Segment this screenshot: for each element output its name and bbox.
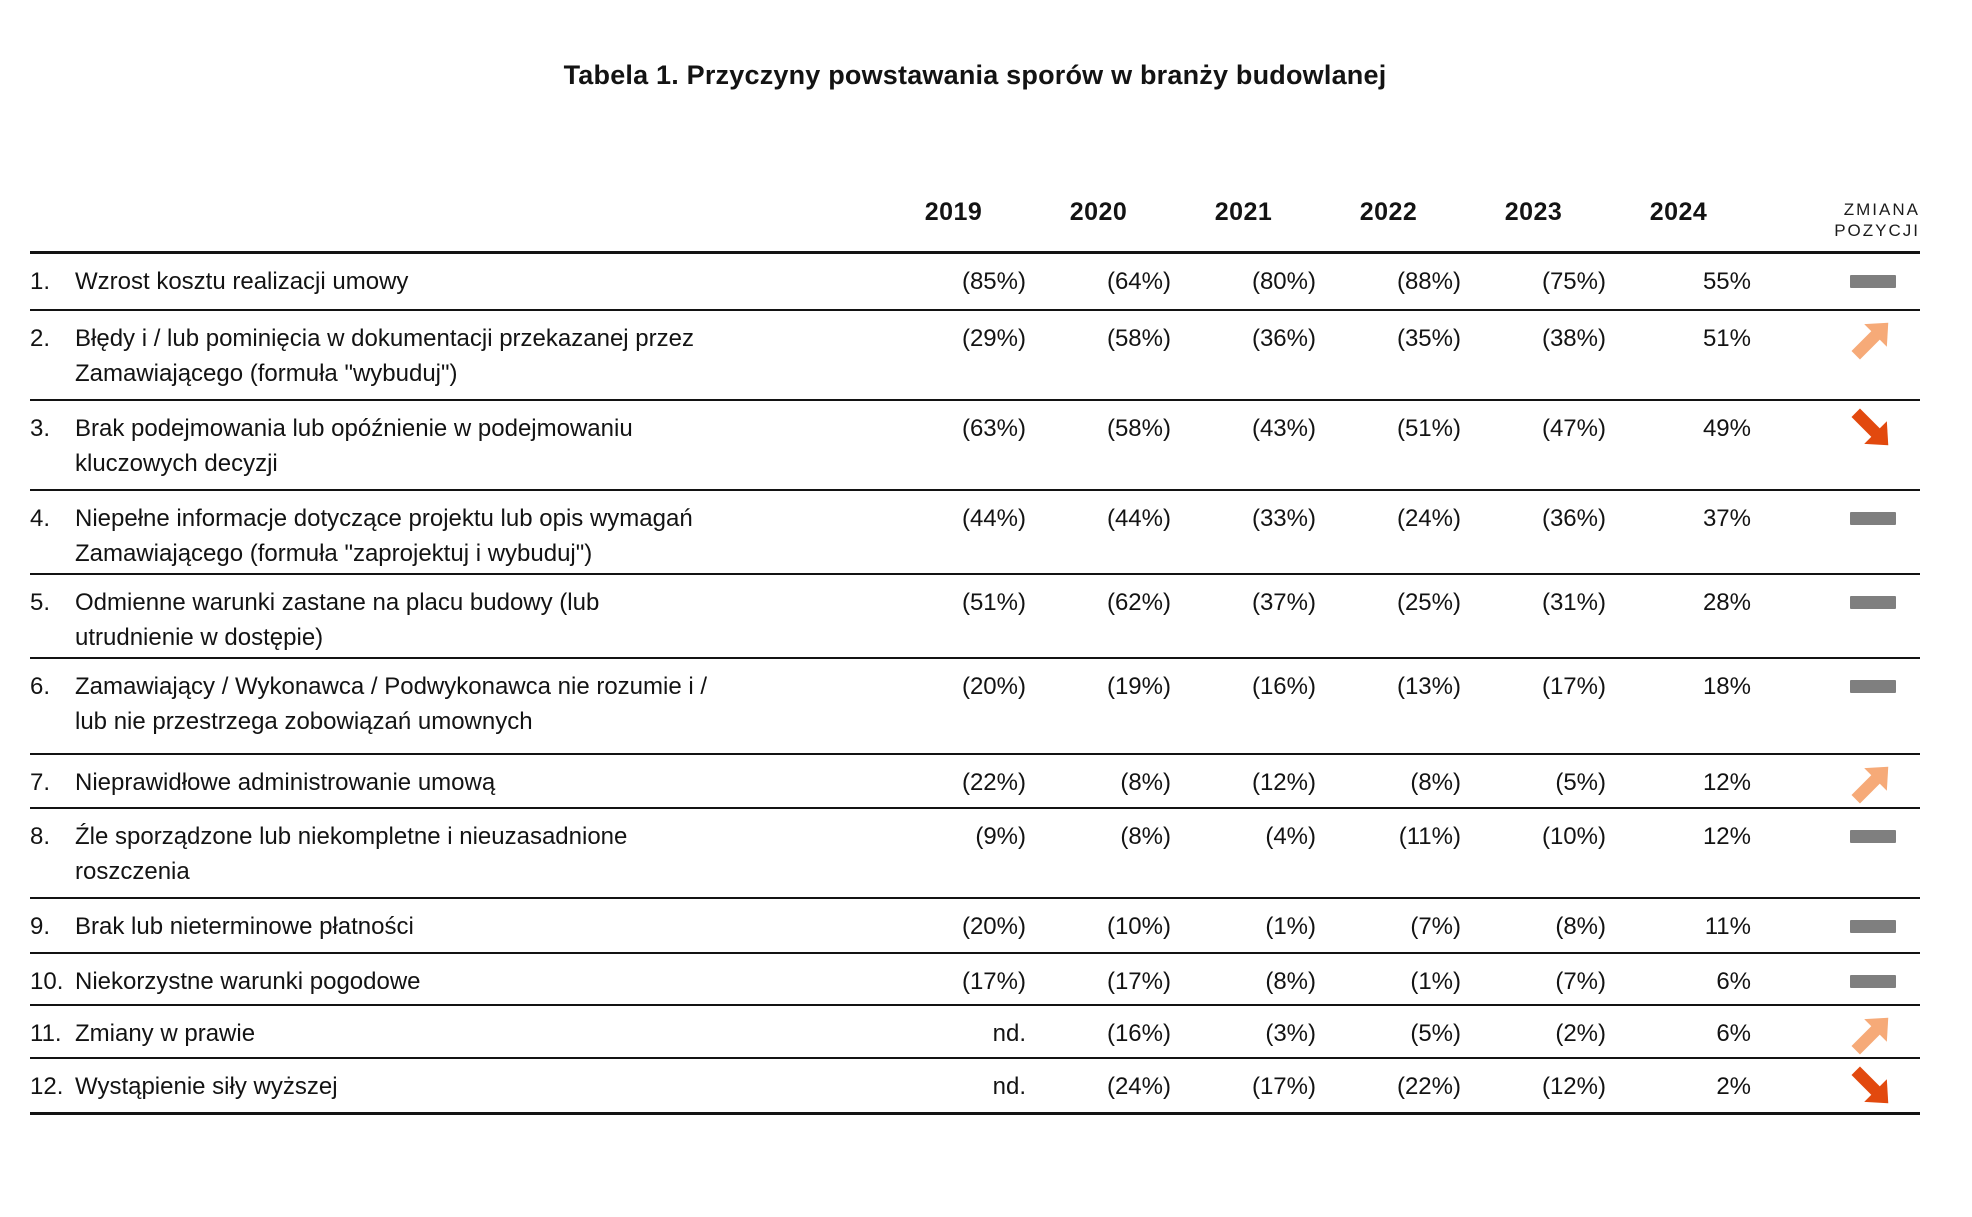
value-2024: 6% bbox=[1716, 1020, 1751, 1047]
value-2020: (19%) bbox=[1106, 673, 1171, 700]
change-indicator bbox=[1751, 264, 1920, 299]
row-number: 3. bbox=[30, 415, 51, 442]
cause-text: Wzrost kosztu realizacji umowy bbox=[75, 268, 409, 295]
change-indicator bbox=[1751, 964, 1920, 999]
table-row bbox=[30, 807, 1920, 897]
cause-text: Brak podejmowania lub opóźnienie w podejmowaniu kluczowych decyzji bbox=[75, 415, 633, 477]
table-row bbox=[30, 489, 1920, 573]
cause-text: Błędy i / lub pominięcia w dokumentacji przekazanej przez Zamawiającego (formuła "wybuduj") bbox=[75, 325, 694, 387]
value-2022: (11%) bbox=[1398, 823, 1461, 850]
value-2023: (47%) bbox=[1541, 415, 1606, 442]
value-2019: (44%) bbox=[961, 505, 1026, 532]
row-number: 4. bbox=[30, 505, 51, 532]
arrow-down-icon bbox=[1848, 405, 1896, 453]
cause-text: Brak lub nieterminowe płatności bbox=[75, 913, 414, 940]
value-2021: (8%) bbox=[1265, 968, 1316, 995]
value-2023: (5%) bbox=[1555, 769, 1606, 796]
value-2020: (10%) bbox=[1106, 913, 1171, 940]
value-2022: (5%) bbox=[1410, 1020, 1461, 1047]
value-2022: (25%) bbox=[1396, 589, 1461, 616]
value-2020: (62%) bbox=[1106, 589, 1171, 616]
value-2024: 49% bbox=[1702, 415, 1751, 442]
value-2021: (12%) bbox=[1251, 769, 1316, 796]
cause-text: Odmienne warunki zastane na placu budowy (lub utrudnienie w dostępie) bbox=[75, 589, 600, 651]
table-row bbox=[30, 897, 1920, 952]
change-header-line2: POZYCJI bbox=[1834, 221, 1920, 240]
value-2022: (7%) bbox=[1410, 913, 1461, 940]
row-number: 9. bbox=[30, 913, 51, 940]
value-2022: (88%) bbox=[1396, 268, 1461, 295]
table-row bbox=[30, 1004, 1920, 1057]
dash-icon bbox=[1850, 512, 1896, 525]
value-2020: (64%) bbox=[1106, 268, 1171, 295]
value-2021: (4%) bbox=[1265, 823, 1316, 850]
table-row bbox=[30, 1057, 1920, 1112]
value-2019: (22%) bbox=[961, 769, 1026, 796]
year-header-2019: 2019 bbox=[924, 198, 983, 226]
change-indicator bbox=[1751, 1016, 1920, 1051]
value-2021: (80%) bbox=[1251, 268, 1316, 295]
value-2024: 12% bbox=[1702, 823, 1751, 850]
value-2021: (33%) bbox=[1251, 505, 1316, 532]
cause-text: Nieprawidłowe administrowanie umową bbox=[75, 769, 496, 796]
cause-text: Niepełne informacje dotyczące projektu lub opis wymagań Zamawiającego (formuła "zaprojektuj i wybuduj") bbox=[75, 505, 693, 567]
value-2019: nd. bbox=[992, 1073, 1026, 1100]
value-2024: 2% bbox=[1716, 1073, 1751, 1100]
table-row bbox=[30, 573, 1920, 657]
value-2023: (38%) bbox=[1541, 325, 1606, 352]
value-2021: (37%) bbox=[1251, 589, 1316, 616]
value-2023: (10%) bbox=[1541, 823, 1606, 850]
value-2019: (20%) bbox=[961, 913, 1026, 940]
value-2024: 18% bbox=[1702, 673, 1751, 700]
year-header-2022: 2022 bbox=[1359, 198, 1418, 226]
row-number: 5. bbox=[30, 589, 51, 616]
row-number: 12. bbox=[30, 1073, 64, 1100]
value-2021: (16%) bbox=[1251, 673, 1316, 700]
value-2024: 37% bbox=[1702, 505, 1751, 532]
cause-text: Zamawiający / Wykonawca / Podwykonawca nie rozumie i / lub nie przestrzega zobowiązań umownych bbox=[75, 673, 708, 735]
value-2022: (24%) bbox=[1396, 505, 1461, 532]
cause-text: Niekorzystne warunki pogodowe bbox=[75, 968, 421, 995]
cause-text: Wystąpienie siły wyższej bbox=[75, 1073, 338, 1100]
arrow-up-icon bbox=[1848, 1010, 1896, 1058]
value-2019: (51%) bbox=[961, 589, 1026, 616]
value-2023: (12%) bbox=[1541, 1073, 1606, 1100]
value-2022: (1%) bbox=[1410, 968, 1461, 995]
value-2023: (17%) bbox=[1541, 673, 1606, 700]
change-indicator bbox=[1751, 411, 1920, 446]
value-2020: (17%) bbox=[1106, 968, 1171, 995]
row-number: 7. bbox=[30, 769, 51, 796]
table-row bbox=[30, 309, 1920, 399]
value-2019: nd. bbox=[992, 1020, 1026, 1047]
change-indicator bbox=[1751, 501, 1920, 536]
arrow-up-icon bbox=[1848, 759, 1896, 807]
dash-icon bbox=[1850, 275, 1896, 288]
value-2023: (7%) bbox=[1555, 968, 1606, 995]
value-2019: (20%) bbox=[961, 673, 1026, 700]
value-2019: (17%) bbox=[961, 968, 1026, 995]
value-2019: (85%) bbox=[961, 268, 1026, 295]
year-header-2024: 2024 bbox=[1649, 198, 1708, 226]
value-2023: (36%) bbox=[1541, 505, 1606, 532]
value-2023: (2%) bbox=[1555, 1020, 1606, 1047]
value-2021: (43%) bbox=[1251, 415, 1316, 442]
table-title: Tabela 1. Przyczyny powstawania sporów w branży budowlanej bbox=[563, 60, 1387, 90]
value-2022: (8%) bbox=[1410, 769, 1461, 796]
row-number: 2. bbox=[30, 325, 51, 352]
change-header-line1: ZMIANA bbox=[1843, 200, 1920, 219]
table-row bbox=[30, 399, 1920, 489]
value-2019: (9%) bbox=[975, 823, 1026, 850]
change-position-header bbox=[1751, 199, 1920, 241]
value-2023: (31%) bbox=[1541, 589, 1606, 616]
value-2022: (35%) bbox=[1396, 325, 1461, 352]
dash-icon bbox=[1850, 830, 1896, 843]
change-indicator bbox=[1751, 1069, 1920, 1104]
report-table bbox=[30, 59, 1920, 1115]
change-indicator bbox=[1751, 819, 1920, 854]
change-indicator bbox=[1751, 765, 1920, 800]
change-indicator bbox=[1751, 669, 1920, 704]
value-2020: (16%) bbox=[1106, 1020, 1171, 1047]
value-2024: 55% bbox=[1702, 268, 1751, 295]
table-body bbox=[30, 251, 1920, 1115]
value-2024: 12% bbox=[1702, 769, 1751, 796]
value-2024: 51% bbox=[1702, 325, 1751, 352]
dash-icon bbox=[1850, 596, 1896, 609]
table-row bbox=[30, 251, 1920, 309]
value-2023: (8%) bbox=[1555, 913, 1606, 940]
cause-text: Źle sporządzone lub niekompletne i nieuzasadnione roszczenia bbox=[75, 823, 628, 885]
value-2020: (44%) bbox=[1106, 505, 1171, 532]
value-2023: (75%) bbox=[1541, 268, 1606, 295]
value-2022: (51%) bbox=[1396, 415, 1461, 442]
change-indicator bbox=[1751, 585, 1920, 620]
change-indicator bbox=[1751, 909, 1920, 944]
value-2021: (17%) bbox=[1251, 1073, 1316, 1100]
value-2024: 6% bbox=[1716, 968, 1751, 995]
value-2020: (24%) bbox=[1106, 1073, 1171, 1100]
value-2024: 28% bbox=[1702, 589, 1751, 616]
year-header-2023: 2023 bbox=[1504, 198, 1563, 226]
cause-text: Zmiany w prawie bbox=[75, 1020, 256, 1047]
table-header bbox=[30, 91, 1920, 251]
table-row bbox=[30, 657, 1920, 753]
value-2019: (63%) bbox=[961, 415, 1026, 442]
year-header-2020: 2020 bbox=[1069, 198, 1128, 226]
dash-icon bbox=[1850, 920, 1896, 933]
value-2021: (3%) bbox=[1265, 1020, 1316, 1047]
value-2020: (58%) bbox=[1106, 325, 1171, 352]
year-header-2021: 2021 bbox=[1214, 198, 1273, 226]
value-2020: (8%) bbox=[1120, 769, 1171, 796]
row-number: 6. bbox=[30, 673, 51, 700]
table-row bbox=[30, 753, 1920, 807]
dash-icon bbox=[1850, 975, 1896, 988]
row-number: 8. bbox=[30, 823, 51, 850]
change-indicator bbox=[1751, 321, 1920, 356]
value-2022: (22%) bbox=[1396, 1073, 1461, 1100]
arrow-down-icon bbox=[1848, 1063, 1896, 1111]
value-2022: (13%) bbox=[1396, 673, 1461, 700]
dash-icon bbox=[1850, 680, 1896, 693]
arrow-up-icon bbox=[1848, 315, 1896, 363]
row-number: 10. bbox=[30, 968, 64, 995]
value-2019: (29%) bbox=[961, 325, 1026, 352]
value-2020: (8%) bbox=[1120, 823, 1171, 850]
value-2024: 11% bbox=[1704, 913, 1751, 940]
row-number: 11. bbox=[30, 1020, 62, 1047]
row-number: 1. bbox=[30, 268, 51, 295]
value-2021: (36%) bbox=[1251, 325, 1316, 352]
table-row bbox=[30, 952, 1920, 1004]
value-2020: (58%) bbox=[1106, 415, 1171, 442]
value-2021: (1%) bbox=[1265, 913, 1316, 940]
